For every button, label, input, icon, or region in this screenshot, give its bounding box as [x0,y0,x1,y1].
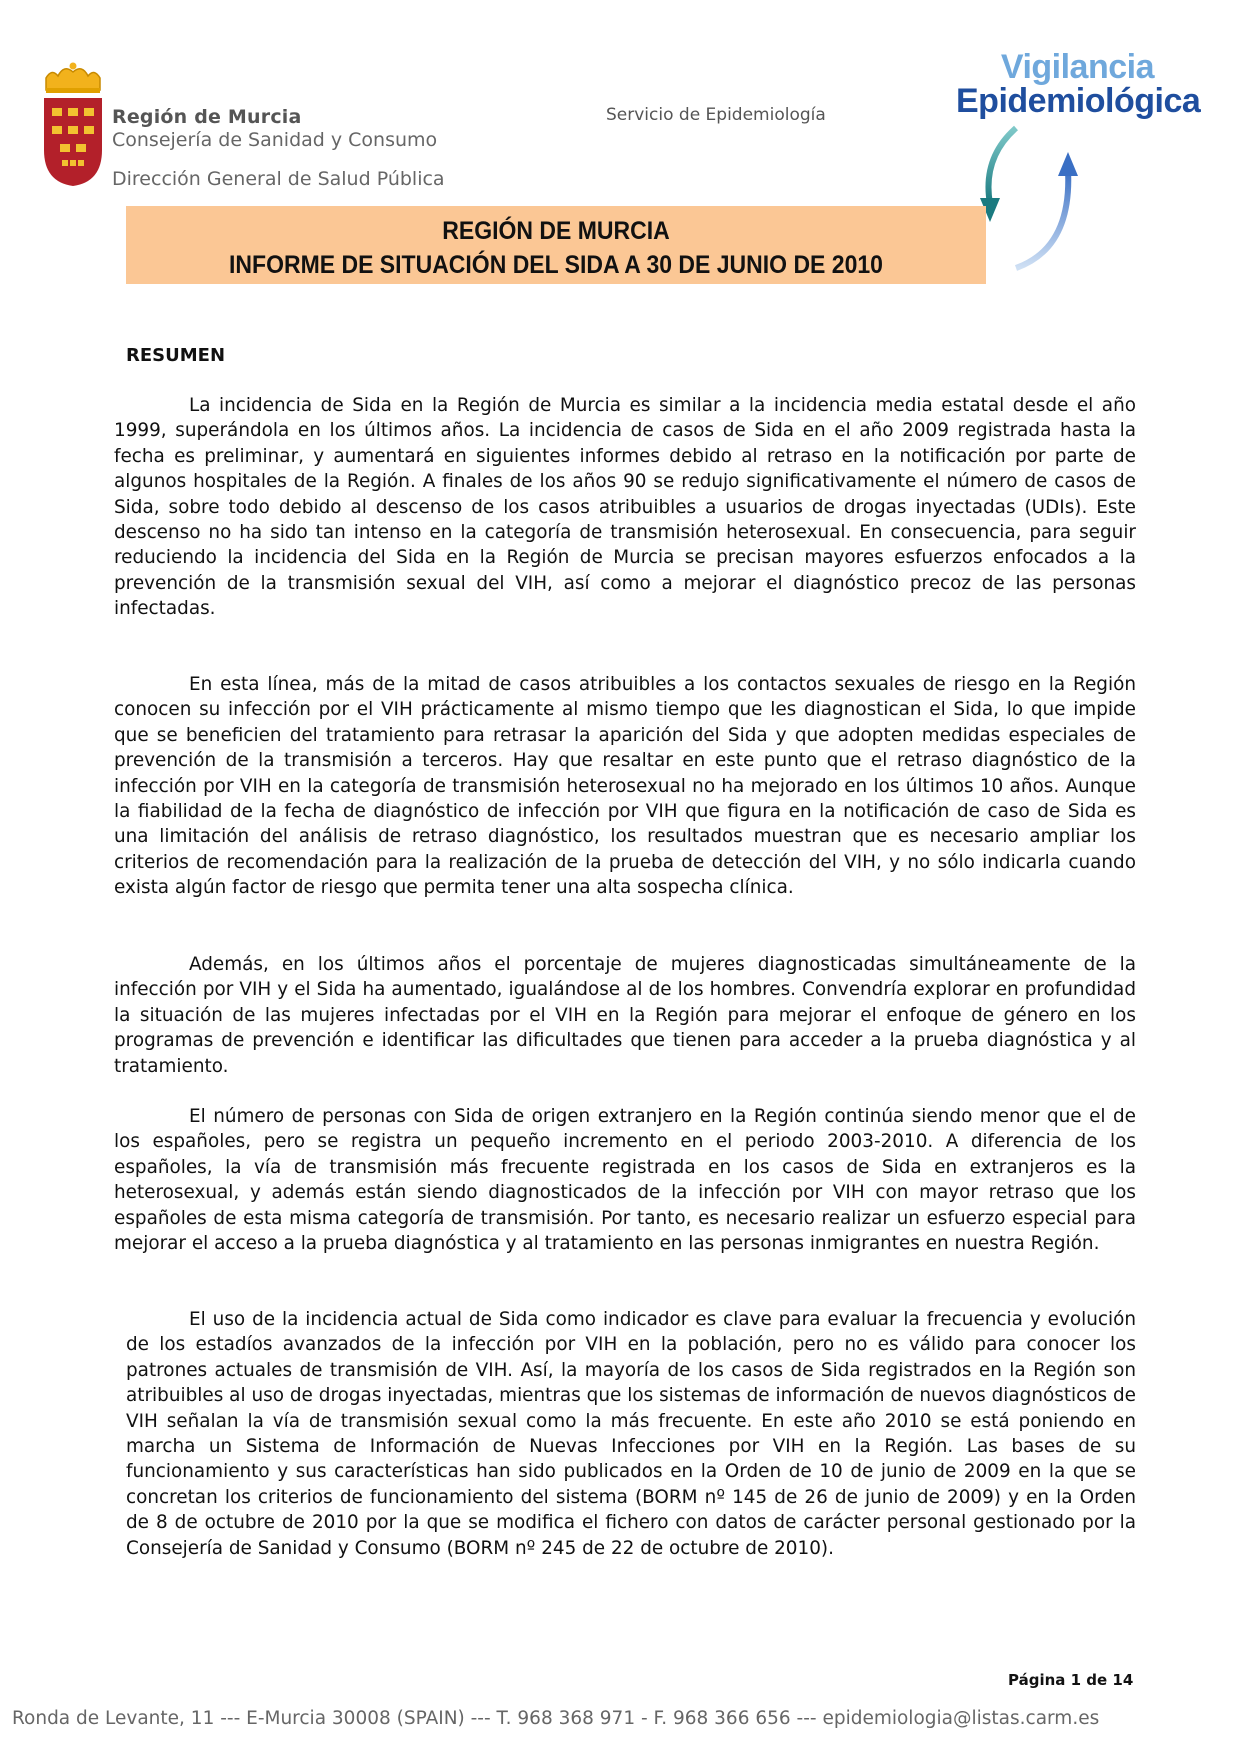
logo-word-epidemiologica: Epidemiológica [956,82,1201,120]
paragraph-1: La incidencia de Sida en la Región de Murcia es similar a la incidencia media estatal desde el año 1999, superándola en los últimos años. La incidencia de casos de Sida en el año 2009 registrada hasta la fecha es preliminar, y aumentará en siguientes informes debido al retraso en la notificación por parte de algunos hospitales de la Región. A finales de los años 90 se redujo significativamente el número de casos de Sida, sobre todo debido al descenso de los casos atribuibles a usuarios de drogas inyectadas (UDIs). Este descenso no ha sido tan intenso en la categoría de transmisión heterosexual. En consecuencia, para seguir reduciendo la incidencia del Sida en la Región de Murcia se precisan mayores esfuerzos enfocados a la prevención de la transmisión sexual del VIH, así como a mejorar el diagnóstico precoz de las personas infectadas. [114,395,1136,620]
page-number: Página 1 de 14 [1008,1671,1134,1689]
paragraph-2: En esta línea, más de la mitad de casos atribuibles a los contactos sexuales de riesgo en la Región conocen su infección por el VIH prácticamente al mismo tiempo que les diagnostican el Sida, lo que impide que se beneficien del tratamiento para retrasar la aparición del Sida y que adopten medidas especiales de prevención de la transmisión a terceros. Hay que resaltar en este punto que el retraso diagnóstico de la infección por VIH en la categoría de transmisión heterosexual no ha mejorado en los últimos 10 años. Aunque la fiabilidad de la fecha de diagnóstico de infección por VIH que figura en la notificación de caso de Sida es una limitación del análisis de retraso diagnóstico, los resultados muestran que es necesario ampliar los criterios de recomendación para la realización de la prueba de detección del VIH, y no sólo indicarla cuando exista algún factor de riesgo que permita tener una alta sospecha clínica. [114,674,1136,899]
vigilancia-logo [956,48,1201,238]
title-line-2: INFORME DE SITUACIÓN DEL SIDA A 30 DE JUNIO DE 2010 [229,251,883,279]
org-department: Consejería de Sanidad y Consumo [112,129,438,151]
service-name: Servicio de Epidemiología [606,105,826,125]
document-title-box [126,206,986,284]
paragraph-5: El uso de la incidencia actual de Sida como indicador es clave para evaluar la frecuencia y evolución de los estadíos avanzados de la infección por VIH en la población, pero no es válido para conocer los patrones actuales de transmisión de VIH. Así, la mayoría de los casos de Sida registrados en la Región son atribuibles al uso de drogas inyectadas, mientras que los sistemas de información de nuevos diagnósticos de VIH señalan la vía de transmisión sexual como la más frecuente. En este año 2010 se está poniendo en marcha un Sistema de Información de Nuevas Infecciones por VIH en la Región. Las bases de su funcionamiento y sus características han sido publicados en la Orden de 10 de junio de 2009 en la que se concretan los criterios de funcionamiento del sistema (BORM nº 145 de 26 de junio de 2009) y en la Orden de 8 de octubre de 2010 por la que se modifica el fichero con datos de carácter personal gestionado por la Consejería de Sanidad y Consumo (BORM nº 245 de 22 de octubre de 2010). [126,1309,1136,1559]
coat-of-arms-icon [40,60,106,188]
paragraph-4: El número de personas con Sida de origen extranjero en la Región continúa siendo menor que el de los españoles, pero se registra un pequeño incremento en el periodo 2003-2010. A diferencia de los españoles, la vía de transmisión más frecuente registrada en los casos de Sida en extranjeros es la heterosexual, y además están siendo diagnosticados de la infección por VIH con mayor retraso que los españoles de esta misma categoría de transmisión. Por tanto, es necesario realizar un esfuerzo especial para mejorar el acceso a la prueba diagnóstica y al tratamiento en las personas inmigrantes en nuestra Región. [114,1106,1136,1255]
org-name: Región de Murcia [112,106,302,128]
org-header [40,60,445,200]
title-line-1: REGIÓN DE MURCIA [442,217,670,245]
org-direction: Dirección General de Salud Pública [112,168,445,190]
paragraph-3: Además, en los últimos años el porcentaje de mujeres diagnosticadas simultáneamente de la infección por VIH y el Sida ha aumentado, igualándose al de los hombres. Convendría explorar en profundidad la situación de las mujeres infectadas por el VIH en la Región para mejorar el enfoque de género en los programas de prevención e identificar las dificultades que tienen para acceder a la prueba diagnóstica y al tratamiento. [114,954,1136,1077]
footer-contact: Ronda de Levante, 11 --- E-Murcia 30008 (SPAIN) --- T. 968 368 971 - F. 968 366 656 --- epidemiologia@listas.carm.es [12,1708,1100,1729]
logo-word-vigilancia: Vigilancia [1000,48,1154,86]
section-heading: RESUMEN [126,345,226,366]
circular-arrows-icon [976,118,1096,288]
